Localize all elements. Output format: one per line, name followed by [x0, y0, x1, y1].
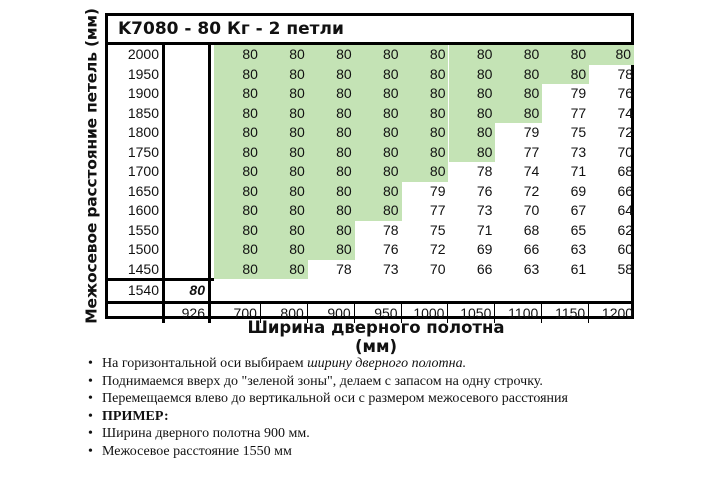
x-tick-label: 800 [261, 304, 308, 324]
value-cell: 73 [383, 260, 399, 277]
row-label: 1750 [108, 143, 165, 163]
x-axis-label: Ширина дверного полотна (мм) [247, 318, 505, 356]
green-cell: 80 [261, 240, 308, 260]
value-cell: 76 [617, 85, 634, 101]
value-cell: 78 [383, 221, 399, 238]
x-tick-label: 1100 [495, 304, 542, 324]
green-cell: 80 [495, 84, 542, 104]
green-cell: 80 [449, 143, 496, 163]
value-cell: 60 [617, 241, 634, 257]
green-cell: 80 [261, 182, 308, 202]
green-cell: 80 [214, 221, 261, 241]
value-cell: 75 [570, 124, 587, 140]
value-cell: 78 [476, 163, 493, 179]
green-cell: 80 [402, 104, 449, 124]
green-cell: 80 [261, 143, 308, 163]
value-cell: 68 [523, 221, 540, 238]
hinge-load-table [105, 13, 634, 319]
green-cell: 80 [214, 182, 261, 202]
green-cell: 80 [542, 65, 589, 85]
value-cell: 69 [476, 241, 493, 257]
blank-cell [165, 123, 211, 143]
row-label: 1450 [108, 260, 165, 280]
green-cell: 80 [308, 45, 355, 65]
green-cell: 80 [261, 104, 308, 124]
value-cell: 70 [617, 143, 634, 160]
blank-cell [165, 65, 211, 85]
green-cell: 80 [214, 143, 261, 163]
green-cell: 80 [402, 84, 449, 104]
value-cell: 65 [570, 221, 587, 238]
row-label: 1650 [108, 182, 165, 202]
row-label: 2000 [108, 45, 165, 65]
green-cell: 80 [261, 123, 308, 143]
value-cell: 76 [383, 241, 399, 257]
green-cell: 80 [355, 123, 402, 143]
green-cell: 80 [261, 65, 308, 85]
instruction-item: • ПРИМЕР: [86, 408, 568, 426]
instruction-item: • Межосевое расстояние 1550 мм [86, 443, 568, 461]
green-cell: 80 [495, 65, 542, 85]
green-cell: 80 [214, 45, 261, 65]
value-cell: 73 [476, 202, 493, 218]
green-cell: 80 [308, 84, 355, 104]
blank-cell [165, 201, 211, 221]
x-tick-label: 926 [165, 304, 211, 324]
instruction-item: • На горизонтальной оси выбираем ширину дверного полотна. [86, 355, 568, 373]
instruction-item: • Ширина дверного полотна 900 мм. [86, 425, 568, 443]
value-cell: 61 [570, 260, 587, 277]
green-cell: 80 [214, 162, 261, 182]
green-cell: 80 [449, 104, 496, 124]
green-cell: 80 [449, 84, 496, 104]
x-tick-label: 1000 [402, 304, 449, 324]
value-cell: 58 [617, 260, 634, 277]
row-label: 1550 [108, 221, 165, 241]
green-cell: 80 [355, 65, 402, 85]
green-cell: 80 [589, 45, 634, 65]
value-cell: 74 [523, 163, 540, 179]
green-cell: 80 [402, 65, 449, 85]
green-cell: 80 [261, 162, 308, 182]
green-cell: 80 [402, 123, 449, 143]
value-cell: 75 [429, 221, 446, 238]
green-cell: 80 [355, 201, 402, 221]
green-cell: 80 [355, 143, 402, 163]
row-label: 1950 [108, 65, 165, 85]
green-cell: 80 [355, 84, 402, 104]
x-tick-label: 1200 [601, 304, 634, 321]
row-label: 1540 [108, 281, 165, 301]
value-cell: 77 [523, 143, 540, 160]
blank-cell [165, 84, 211, 104]
green-cell: 80 [402, 162, 449, 182]
value-cell: 67 [570, 202, 587, 218]
green-cell: 80 [495, 104, 542, 124]
value-cell: 72 [429, 241, 446, 257]
value-cell: 73 [570, 143, 587, 160]
green-cell: 80 [308, 240, 355, 260]
green-cell: 80 [214, 123, 261, 143]
x-tick-label: 900 [308, 304, 355, 324]
value-cell: 79 [570, 85, 587, 101]
green-cell: 80 [402, 45, 449, 65]
green-cell: 80 [355, 45, 402, 65]
green-cell: 80 [214, 201, 261, 221]
blank-cell [165, 45, 211, 65]
green-cell: 80 [355, 182, 402, 202]
green-cell: 80 [542, 45, 589, 65]
instruction-item: • Перемещаемся влево до вертикальной оси с размером межосевого расстояния [86, 390, 568, 408]
green-cell: 80 [308, 162, 355, 182]
value-cell: 72 [523, 182, 540, 199]
row-label: 1700 [108, 162, 165, 182]
row-label: 1900 [108, 84, 165, 104]
blank-cell [108, 304, 165, 324]
x-tick-label: 950 [355, 304, 402, 324]
value-cell: 63 [523, 260, 540, 277]
value-cell: 78 [617, 65, 634, 82]
green-cell: 80 [449, 45, 496, 65]
value-cell: 66 [523, 241, 540, 257]
row-label: 1500 [108, 240, 165, 260]
green-cell: 80 [261, 84, 308, 104]
green-cell: 80 [261, 221, 308, 241]
x-tick-label: 1050 [449, 304, 496, 324]
green-cell: 80 [308, 221, 355, 241]
value-cell: 71 [476, 221, 493, 238]
green-cell: 80 [308, 201, 355, 221]
row-label: 1850 [108, 104, 165, 124]
green-cell: 80 [355, 104, 402, 124]
green-cell: 80 [308, 65, 355, 85]
value-cell: 74 [617, 104, 634, 121]
green-cell: 80 [449, 65, 496, 85]
special-value-cell: 80 [165, 281, 211, 301]
value-cell: 76 [476, 182, 493, 199]
blank-cell [165, 143, 211, 163]
green-cell: 80 [495, 45, 542, 65]
y-axis-label-text: Межосевое расстояние петель (мм) [83, 8, 102, 324]
blank-cell [165, 162, 211, 182]
blank-cell [165, 182, 211, 202]
value-cell: 70 [523, 202, 540, 218]
green-cell: 80 [402, 143, 449, 163]
green-cell: 80 [214, 240, 261, 260]
row-label: 1600 [108, 201, 165, 221]
value-cell: 69 [570, 182, 587, 199]
x-tick-label: 700 [214, 304, 261, 324]
x-tick-label: 1150 [542, 304, 589, 324]
instructions-list [86, 355, 568, 460]
value-cell: 70 [429, 260, 446, 277]
value-cell: 71 [570, 163, 587, 179]
blank-cell [165, 221, 211, 241]
green-cell: 80 [355, 162, 402, 182]
value-cell: 72 [617, 124, 634, 140]
green-cell: 80 [261, 201, 308, 221]
green-cell: 80 [214, 65, 261, 85]
green-cell: 80 [308, 143, 355, 163]
value-cell: 77 [570, 104, 587, 121]
value-cell: 62 [617, 221, 634, 238]
blank-cell [165, 260, 211, 280]
table-title: K7080 - 80 Кг - 2 петли [108, 16, 631, 45]
value-cell: 64 [617, 202, 634, 218]
value-cell: 79 [523, 124, 540, 140]
y-axis-label [78, 8, 106, 324]
green-cell: 80 [214, 84, 261, 104]
green-cell: 80 [261, 260, 308, 280]
value-cell: 78 [336, 260, 352, 277]
green-cell: 80 [214, 260, 261, 280]
blank-cell [165, 240, 211, 260]
green-cell: 80 [308, 104, 355, 124]
instruction-item: • Поднимаемся вверх до "зеленой зоны", делаем с запасом на одну строчку. [86, 373, 568, 391]
value-cell: 66 [476, 260, 493, 277]
value-cell: 79 [429, 182, 446, 199]
green-cell: 80 [449, 123, 496, 143]
green-cell: 80 [261, 45, 308, 65]
row-label: 1800 [108, 123, 165, 143]
green-cell: 80 [308, 123, 355, 143]
green-cell: 80 [308, 182, 355, 202]
value-cell: 66 [617, 182, 634, 199]
value-cell: 68 [617, 163, 634, 179]
blank-cell [165, 104, 211, 124]
value-cell: 63 [570, 241, 587, 257]
green-cell: 80 [214, 104, 261, 124]
value-cell: 77 [429, 202, 446, 218]
